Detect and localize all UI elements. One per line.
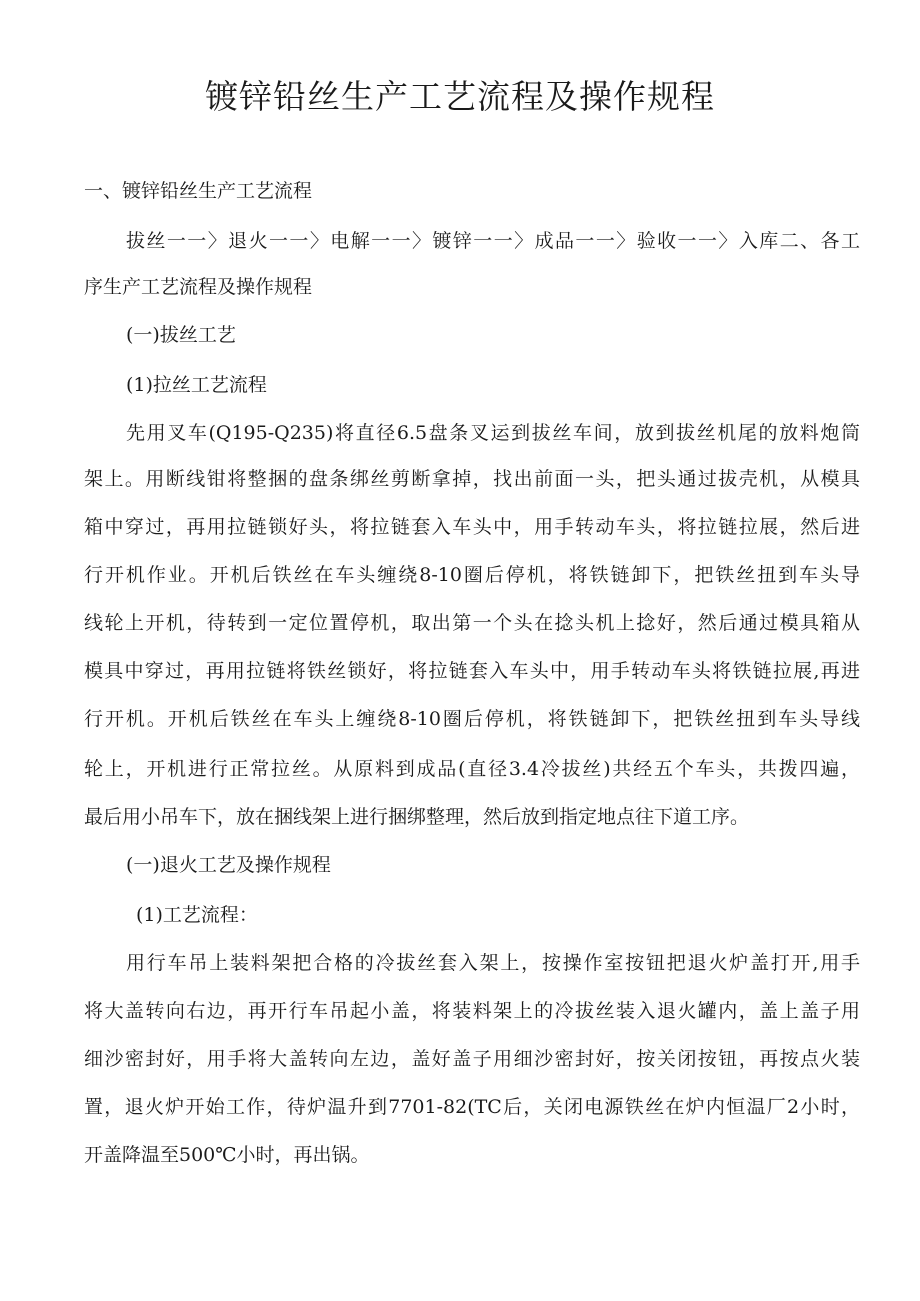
paragraph-line: 行开机作业。开机后铁丝在车头缠绕8-10圈后停机，将铁链卸下，把铁丝扭到车头导 bbox=[84, 564, 860, 586]
section-heading-1: 一、镀锌铅丝生产工艺流程 bbox=[84, 180, 313, 202]
document-title: 镀锌铅丝生产工艺流程及操作规程 bbox=[205, 77, 715, 116]
process-flow-line: 拔丝一一〉退火一一〉电解一一〉镀锌一一〉成品一一〉验收一一〉入库二、各工 bbox=[126, 230, 860, 252]
subsection-heading-drawing: (一)拔丝工艺 bbox=[126, 324, 236, 346]
paragraph-line: 架上。用断线钳将整捆的盘条绑丝剪断拿掉，找出前面一头，把头通过拔壳机，从模具 bbox=[84, 468, 860, 490]
sub-heading-annealing-flow: (1)工艺流程： bbox=[136, 904, 258, 926]
paragraph-line: 用行车吊上装料架把合格的冷拔丝套入架上，按操作室按钮把退火炉盖打开,用手 bbox=[126, 952, 860, 974]
paragraph-line: 线轮上开机，待转到一定位置停机，取出第一个头在捻头机上捻好，然后通过模具箱从 bbox=[84, 612, 860, 634]
paragraph-line: 模具中穿过，再用拉链将铁丝锁好，将拉链套入车头中，用手转动车头将铁链拉展,再进 bbox=[84, 660, 860, 682]
subsection-heading-annealing: (一)退火工艺及操作规程 bbox=[126, 854, 331, 876]
paragraph-line: 置，退火炉开始工作，待炉温升到7701-82(TC后，关闭电源铁丝在炉内恒温厂2小时， bbox=[84, 1096, 860, 1118]
paragraph-line: 行开机。开机后铁丝在车头上缠绕8-10圈后停机，将铁链卸下，把铁丝扭到车头导线 bbox=[84, 708, 860, 730]
paragraph-line: 将大盖转向右边，再开行车吊起小盖，将装料架上的冷拔丝装入退火罐内，盖上盖子用 bbox=[84, 1000, 860, 1022]
paragraph-line: 细沙密封好，用手将大盖转向左边，盖好盖子用细沙密封好，按关闭按钮，再按点火装 bbox=[84, 1048, 860, 1070]
paragraph-line: 先用叉车(Q195-Q235)将直径6.5盘条叉运到拔丝车间，放到拔丝机尾的放料炮筒 bbox=[126, 422, 860, 444]
paragraph-line: 最后用小吊车下，放在捆线架上进行捆绑整理，然后放到指定地点往下道工序。 bbox=[84, 806, 750, 828]
sub-heading-drawing-flow: (1)拉丝工艺流程 bbox=[126, 374, 267, 396]
paragraph-line: 开盖降温至500℃小时，再出锅。 bbox=[84, 1144, 370, 1166]
process-flow-line-cont: 序生产工艺流程及操作规程 bbox=[84, 276, 313, 298]
paragraph-line: 箱中穿过，再用拉链锁好头，将拉链套入车头中，用手转动车头，将拉链拉展，然后进 bbox=[84, 516, 860, 538]
paragraph-line: 轮上，开机进行正常拉丝。从原料到成品(直径3.4冷拔丝)共经五个车头，共拨四遍， bbox=[84, 758, 860, 780]
